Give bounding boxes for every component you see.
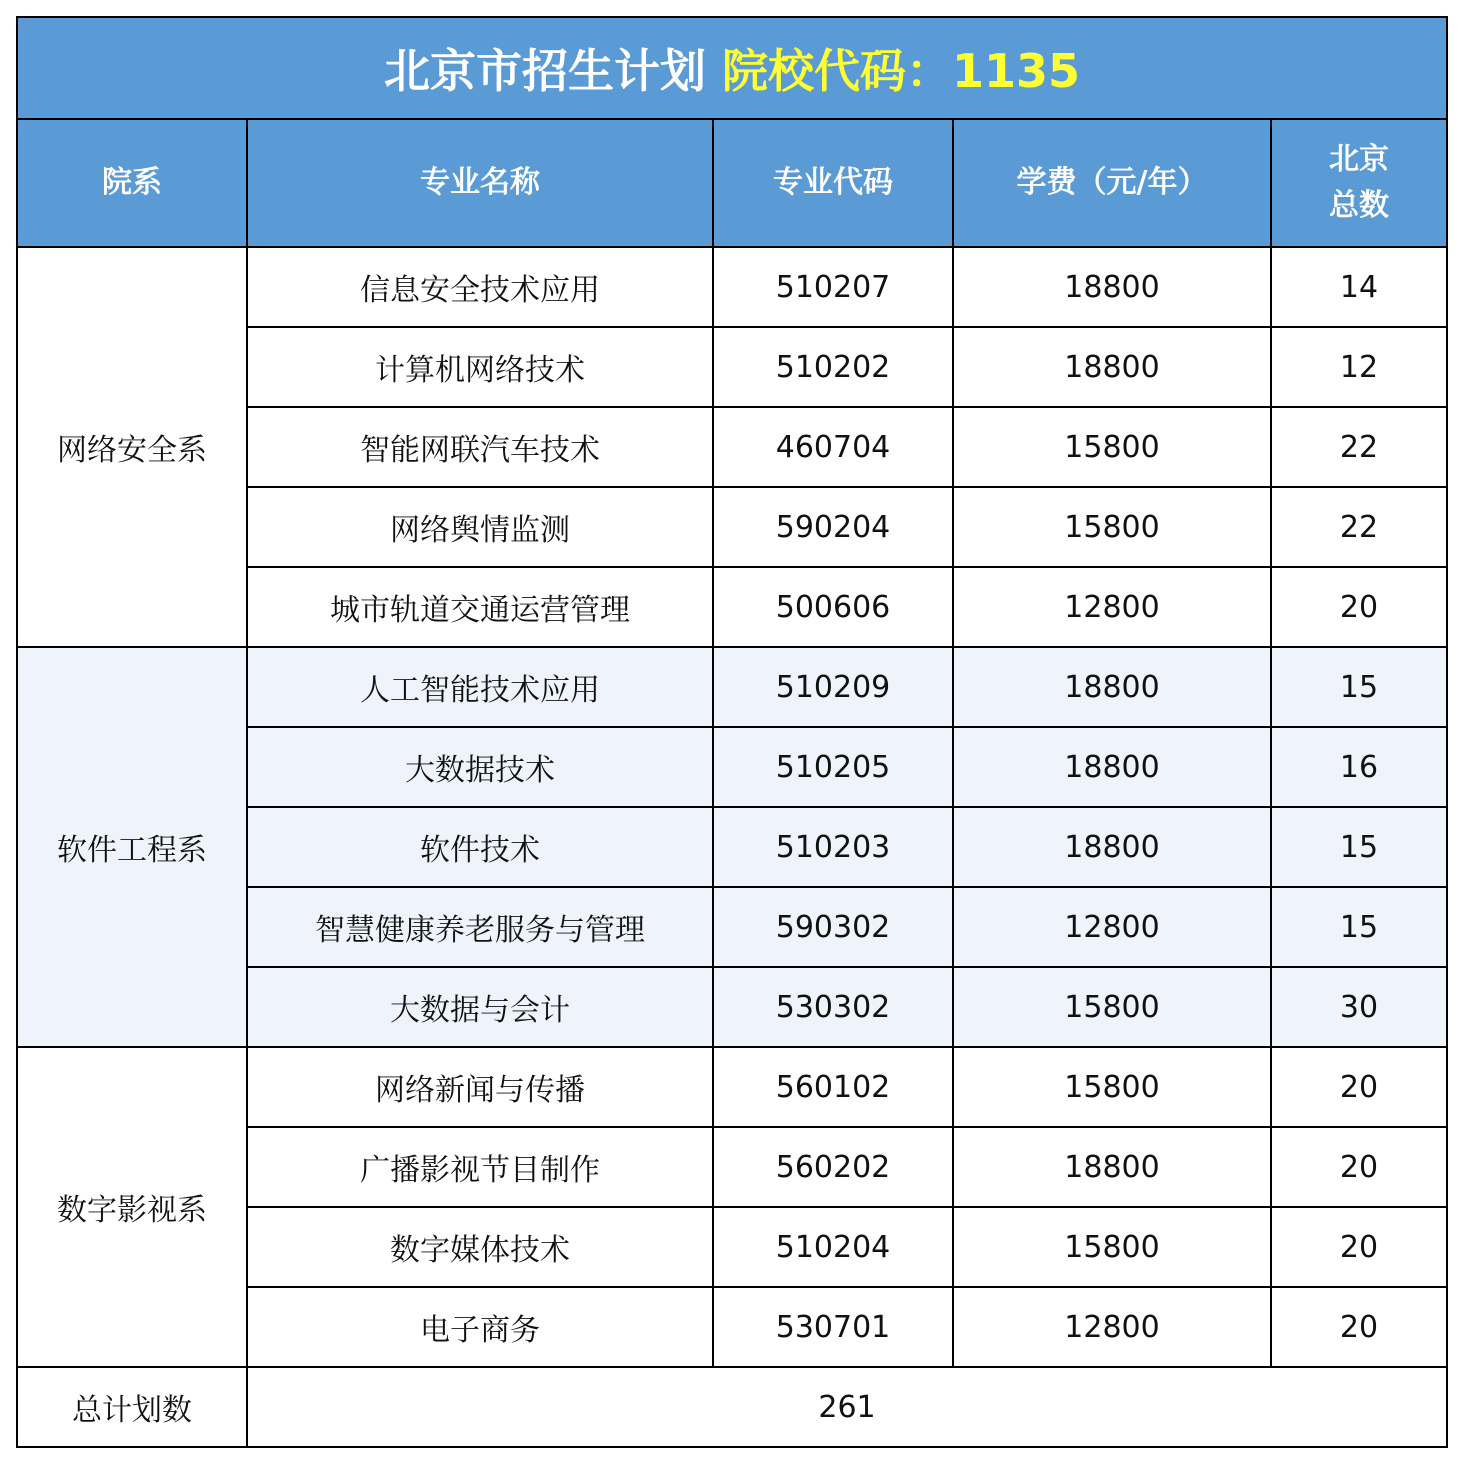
count-cell: 22 [1271, 407, 1447, 487]
title-main: 北京市招生计划 [383, 44, 706, 98]
major-code-cell: 510205 [713, 727, 953, 807]
header-row [17, 119, 1447, 247]
major-code-cell: 500606 [713, 567, 953, 647]
count-cell: 15 [1271, 807, 1447, 887]
dept-cell: 软件工程系 [17, 647, 247, 1047]
table-row [17, 247, 1447, 327]
table-row [17, 647, 1447, 727]
count-cell: 30 [1271, 967, 1447, 1047]
fee-cell: 15800 [953, 1047, 1271, 1127]
major-code-cell: 560202 [713, 1127, 953, 1207]
fee-cell: 15800 [953, 1207, 1271, 1287]
fee-cell: 15800 [953, 407, 1271, 487]
fee-cell: 12800 [953, 887, 1271, 967]
fee-cell: 12800 [953, 1287, 1271, 1367]
count-cell: 15 [1271, 887, 1447, 967]
fee-cell: 18800 [953, 247, 1271, 327]
count-cell: 20 [1271, 567, 1447, 647]
table-row [17, 1047, 1447, 1127]
major-name-cell: 广播影视节目制作 [247, 1127, 713, 1207]
table-title [17, 17, 1447, 119]
total-row [17, 1367, 1447, 1447]
fee-cell: 12800 [953, 567, 1271, 647]
header-code: 专业代码 [713, 119, 953, 247]
count-cell: 20 [1271, 1207, 1447, 1287]
title-school-code: 院校代码：1135 [721, 44, 1081, 98]
count-cell: 12 [1271, 327, 1447, 407]
header-major: 专业名称 [247, 119, 713, 247]
major-name-cell: 计算机网络技术 [247, 327, 713, 407]
major-name-cell: 电子商务 [247, 1287, 713, 1367]
title-row [17, 17, 1447, 119]
major-code-cell: 510207 [713, 247, 953, 327]
major-code-cell: 530701 [713, 1287, 953, 1367]
total-label: 总计划数 [17, 1367, 247, 1447]
major-code-cell: 510204 [713, 1207, 953, 1287]
major-code-cell: 530302 [713, 967, 953, 1047]
major-name-cell: 软件技术 [247, 807, 713, 887]
major-name-cell: 智慧健康养老服务与管理 [247, 887, 713, 967]
header-dept: 院系 [17, 119, 247, 247]
header-total-line2: 总数 [1329, 188, 1389, 223]
fee-cell: 18800 [953, 327, 1271, 407]
total-value: 261 [247, 1367, 1447, 1447]
enrollment-plan-sheet [16, 16, 1446, 1448]
count-cell: 20 [1271, 1127, 1447, 1207]
major-name-cell: 城市轨道交通运营管理 [247, 567, 713, 647]
major-code-cell: 460704 [713, 407, 953, 487]
major-name-cell: 网络舆情监测 [247, 487, 713, 567]
major-code-cell: 590302 [713, 887, 953, 967]
header-fee: 学费（元/年） [953, 119, 1271, 247]
count-cell: 22 [1271, 487, 1447, 567]
major-name-cell: 大数据与会计 [247, 967, 713, 1047]
major-name-cell: 智能网联汽车技术 [247, 407, 713, 487]
header-total [1271, 119, 1447, 247]
major-code-cell: 510203 [713, 807, 953, 887]
fee-cell: 18800 [953, 1127, 1271, 1207]
major-code-cell: 510209 [713, 647, 953, 727]
fee-cell: 18800 [953, 727, 1271, 807]
major-name-cell: 人工智能技术应用 [247, 647, 713, 727]
major-code-cell: 510202 [713, 327, 953, 407]
fee-cell: 15800 [953, 487, 1271, 567]
dept-cell: 网络安全系 [17, 247, 247, 647]
fee-cell: 15800 [953, 967, 1271, 1047]
count-cell: 15 [1271, 647, 1447, 727]
header-total-line1: 北京 [1329, 142, 1389, 177]
major-code-cell: 560102 [713, 1047, 953, 1127]
major-name-cell: 信息安全技术应用 [247, 247, 713, 327]
major-name-cell: 大数据技术 [247, 727, 713, 807]
table-body [17, 247, 1447, 1367]
fee-cell: 18800 [953, 807, 1271, 887]
fee-cell: 18800 [953, 647, 1271, 727]
count-cell: 20 [1271, 1287, 1447, 1367]
count-cell: 14 [1271, 247, 1447, 327]
count-cell: 16 [1271, 727, 1447, 807]
count-cell: 20 [1271, 1047, 1447, 1127]
major-code-cell: 590204 [713, 487, 953, 567]
enrollment-table [16, 16, 1448, 1448]
major-name-cell: 数字媒体技术 [247, 1207, 713, 1287]
dept-cell: 数字影视系 [17, 1047, 247, 1367]
major-name-cell: 网络新闻与传播 [247, 1047, 713, 1127]
